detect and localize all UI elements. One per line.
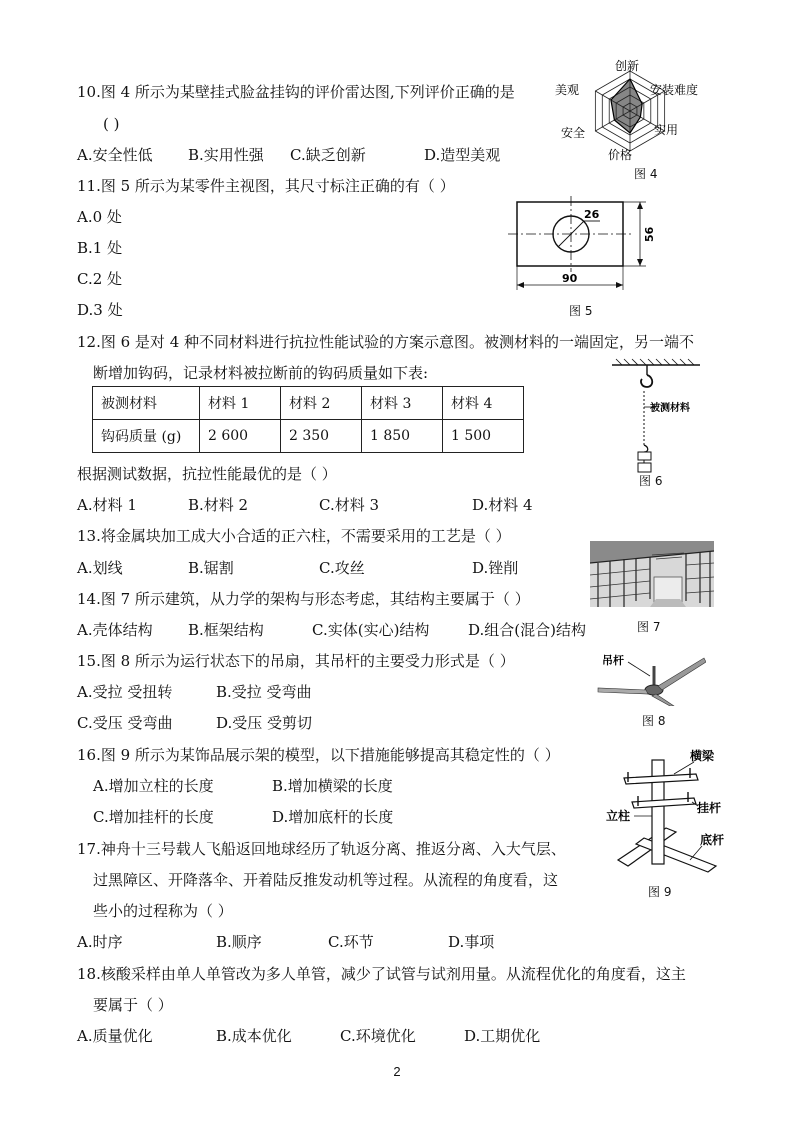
q11-option-b: B.1 处: [77, 239, 123, 257]
page-number: 2: [393, 1064, 401, 1079]
q11-option-d: D.3 处: [77, 301, 123, 319]
q12-option-c: C.材料 3: [319, 496, 380, 514]
figure-9-caption: 图 9: [648, 885, 672, 899]
table-cell: 1 850: [362, 420, 443, 453]
q10-option-d: D.造型美观: [424, 146, 501, 164]
q18-line2: 要属于（ ）: [93, 996, 173, 1014]
q11-option-c: C.2 处: [77, 270, 123, 288]
q12-option-a: A.材料 1: [77, 496, 137, 514]
q10-option-b: B.实用性强: [188, 146, 264, 164]
q13-option-a: A.划线: [77, 559, 123, 577]
radar-axis-practical: 实用: [654, 123, 679, 137]
q12-question: 根据测试数据，抗拉性能最优的是（ ）: [77, 465, 337, 483]
tested-material-label: 被测材料: [650, 403, 690, 414]
q13-option-b: B.锯割: [188, 559, 234, 577]
q16-option-d: D.增加底杆的长度: [272, 808, 394, 826]
q17-line2: 过黑障区、开降落伞、开着陆反推发动机等过程。从流程的角度看，这: [93, 871, 559, 889]
display-rack-figure: [604, 748, 724, 878]
q17-option-b: B.顺序: [216, 933, 262, 951]
table-cell: 材料 4: [443, 387, 524, 420]
dim-height-56: 56: [643, 226, 656, 242]
q18-option-c: C.环境优化: [340, 1027, 416, 1045]
q10-answer-blank: ( ): [103, 115, 120, 133]
q15-stem: 15.图 8 所示为运行状态下的吊扇，其吊杆的主要受力形式是（ ）: [77, 652, 515, 670]
q14-option-d: D.组合(混合)结构: [468, 621, 586, 639]
q10-option-c: C.缺乏创新: [290, 146, 366, 164]
q17-option-a: A.时序: [77, 933, 123, 951]
q16-option-b: B.增加横梁的长度: [272, 777, 393, 795]
q15-option-d: D.受压 受剪切: [216, 714, 313, 732]
table-cell: 2 600: [200, 420, 281, 453]
q15-option-b: B.受拉 受弯曲: [216, 683, 312, 701]
q12-stem-line1: 12.图 6 是对 4 种不同材料进行抗拉性能试验的方案示意图。被测材料的一端固定，另一端不: [77, 333, 695, 351]
radar-axis-safety: 安全: [561, 126, 586, 140]
table-cell: 钩码质量 (g): [93, 420, 200, 453]
q14-option-a: A.壳体结构: [77, 621, 153, 639]
ceiling-fan-figure: [596, 650, 706, 706]
base-rod-label: 底杆: [700, 833, 724, 847]
q15-option-a: A.受拉 受扭转: [77, 683, 173, 701]
figure-6-caption: 图 6: [639, 474, 663, 488]
q16-option-a: A.增加立柱的长度: [93, 777, 214, 795]
q10-option-a: A.安全性低: [77, 146, 153, 164]
q13-option-d: D.锉削: [472, 559, 519, 577]
q18-option-a: A.质量优化: [77, 1027, 153, 1045]
q18-option-d: D.工期优化: [464, 1027, 541, 1045]
q16-stem: 16.图 9 所示为某饰品展示架的模型，以下措施能够提高其稳定性的（ ）: [77, 746, 560, 764]
radar-axis-price: 价格: [608, 148, 633, 162]
table-cell: 2 350: [281, 420, 362, 453]
q16-option-c: C.增加挂杆的长度: [93, 808, 214, 826]
q11-stem: 11.图 5 所示为某零件主视图，其尺寸标注正确的有（ ）: [77, 177, 455, 195]
upright-column-label: 立柱: [606, 809, 631, 823]
table-cell: 材料 1: [200, 387, 281, 420]
q17-option-c: C.环节: [328, 933, 374, 951]
table-cell: 材料 2: [281, 387, 362, 420]
q18-option-b: B.成本优化: [216, 1027, 292, 1045]
tensile-test-figure: [610, 355, 720, 485]
figure-4-caption: 图 4: [634, 167, 658, 181]
q15-option-c: C.受压 受弯曲: [77, 714, 173, 732]
q14-stem: 14.图 7 所示建筑，从力学的架构与形态考虑，其结构主要属于（ ）: [77, 590, 530, 608]
dim-width-90: 90: [562, 272, 578, 285]
q17-line1: 17.神舟十三号载人飞船返回地球经历了轨返分离、推返分离、入大气层、: [77, 840, 566, 858]
q18-line1: 18.核酸采样由单人单管改为多人单管，减少了试管与试剂用量。从流程优化的角度看，这主: [77, 965, 686, 983]
radar-chart-figure: [548, 56, 718, 176]
part-front-view-figure: [500, 196, 660, 296]
figure-7-caption: 图 7: [637, 620, 661, 634]
q12-stem-line2: 断增加钩码，记录材料被拉断前的钩码质量如下表:: [93, 364, 429, 382]
building-frame-photo: [590, 541, 714, 607]
table-cell: 材料 3: [362, 387, 443, 420]
q12-option-b: B.材料 2: [188, 496, 249, 514]
table-row: [93, 387, 524, 420]
radar-axis-innovation: 创新: [615, 59, 640, 73]
radar-axis-appearance: 美观: [555, 83, 580, 97]
q17-option-d: D.事项: [448, 933, 495, 951]
figure-5-caption: 图 5: [569, 304, 593, 318]
q11-option-a: A.0 处: [77, 208, 122, 226]
hanging-rod-label: 挂杆: [697, 801, 722, 815]
fan-rod-label: 吊杆: [602, 654, 624, 667]
q13-stem: 13.将金属块加工成大小合适的正六柱，不需要采用的工艺是（ ）: [77, 527, 511, 545]
radar-axis-install-difficulty: 安装难度: [650, 83, 699, 97]
q14-option-c: C.实体(实心)结构: [312, 621, 430, 639]
table-cell: 1 500: [443, 420, 524, 453]
crossbeam-label: 横梁: [690, 749, 715, 763]
materials-test-table: [92, 386, 524, 453]
table-cell: 被测材料: [93, 387, 200, 420]
dim-diameter-26: 26: [584, 208, 600, 221]
q10-stem: 10.图 4 所示为某壁挂式脸盆挂钩的评价雷达图,下列评价正确的是: [77, 83, 515, 101]
figure-8-caption: 图 8: [642, 714, 666, 728]
q14-option-b: B.框架结构: [188, 621, 264, 639]
q13-option-c: C.攻丝: [319, 559, 365, 577]
q17-line3: 些小的过程称为（ ）: [93, 902, 233, 920]
table-row: [93, 420, 524, 453]
q12-option-d: D.材料 4: [472, 496, 533, 514]
